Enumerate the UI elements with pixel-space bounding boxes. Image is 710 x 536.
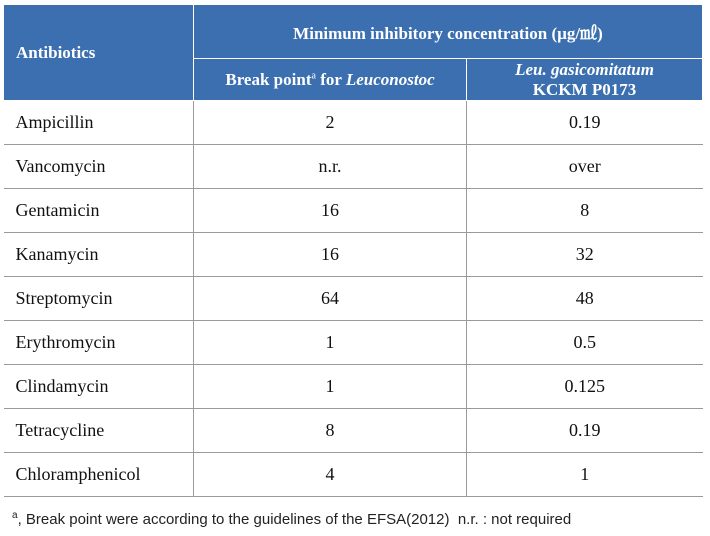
mic-value-cell: over (467, 145, 703, 189)
antibiotic-cell: Streptomycin (4, 277, 194, 321)
mic-value-cell: 48 (467, 277, 703, 321)
antibiotic-cell: Erythromycin (4, 321, 194, 365)
breakpoint-cell: 16 (194, 189, 467, 233)
table-row (4, 321, 703, 365)
mic-value-cell: 0.125 (467, 365, 703, 409)
antibiotics-header: Antibiotics (4, 5, 194, 101)
mic-header: Minimum inhibitory concentration (µg/㎖) (194, 5, 703, 59)
mic-value-cell: 32 (467, 233, 703, 277)
mic-table (3, 4, 703, 497)
breakpoint-header: Break point$^a$ for Leuconostoc (194, 59, 467, 101)
mic-value-cell: 1 (467, 453, 703, 497)
breakpoint-cell: 2 (194, 101, 467, 145)
table-row (4, 277, 703, 321)
breakpoint-cell: 8 (194, 409, 467, 453)
antibiotic-cell: Ampicillin (4, 101, 194, 145)
antibiotic-cell: Kanamycin (4, 233, 194, 277)
breakpoint-cell: 64 (194, 277, 467, 321)
table-row (4, 101, 703, 145)
table-row (4, 409, 703, 453)
antibiotic-cell: Clindamycin (4, 365, 194, 409)
antibiotic-cell: Chloramphenicol (4, 453, 194, 497)
footnote: $^a$, Break point were according to the guidelines of the EFSA(2012) n.r. : not required (12, 510, 572, 528)
table-row (4, 189, 703, 233)
mic-value-cell: 8 (467, 189, 703, 233)
antibiotic-cell: Tetracycline (4, 409, 194, 453)
table-row (4, 453, 703, 497)
antibiotic-cell: Gentamicin (4, 189, 194, 233)
antibiotic-cell: Vancomycin (4, 145, 194, 189)
table-body (4, 101, 703, 497)
mic-value-cell: 0.19 (467, 101, 703, 145)
mic-value-cell: 0.19 (467, 409, 703, 453)
breakpoint-cell: 16 (194, 233, 467, 277)
table-row (4, 145, 703, 189)
breakpoint-cell: 4 (194, 453, 467, 497)
table-row (4, 365, 703, 409)
breakpoint-cell: n.r. (194, 145, 467, 189)
strain-header: Leu. gasicomitatum KCKM P0173 (467, 59, 703, 101)
mic-value-cell: 0.5 (467, 321, 703, 365)
table-row (4, 233, 703, 277)
breakpoint-cell: 1 (194, 365, 467, 409)
breakpoint-cell: 1 (194, 321, 467, 365)
